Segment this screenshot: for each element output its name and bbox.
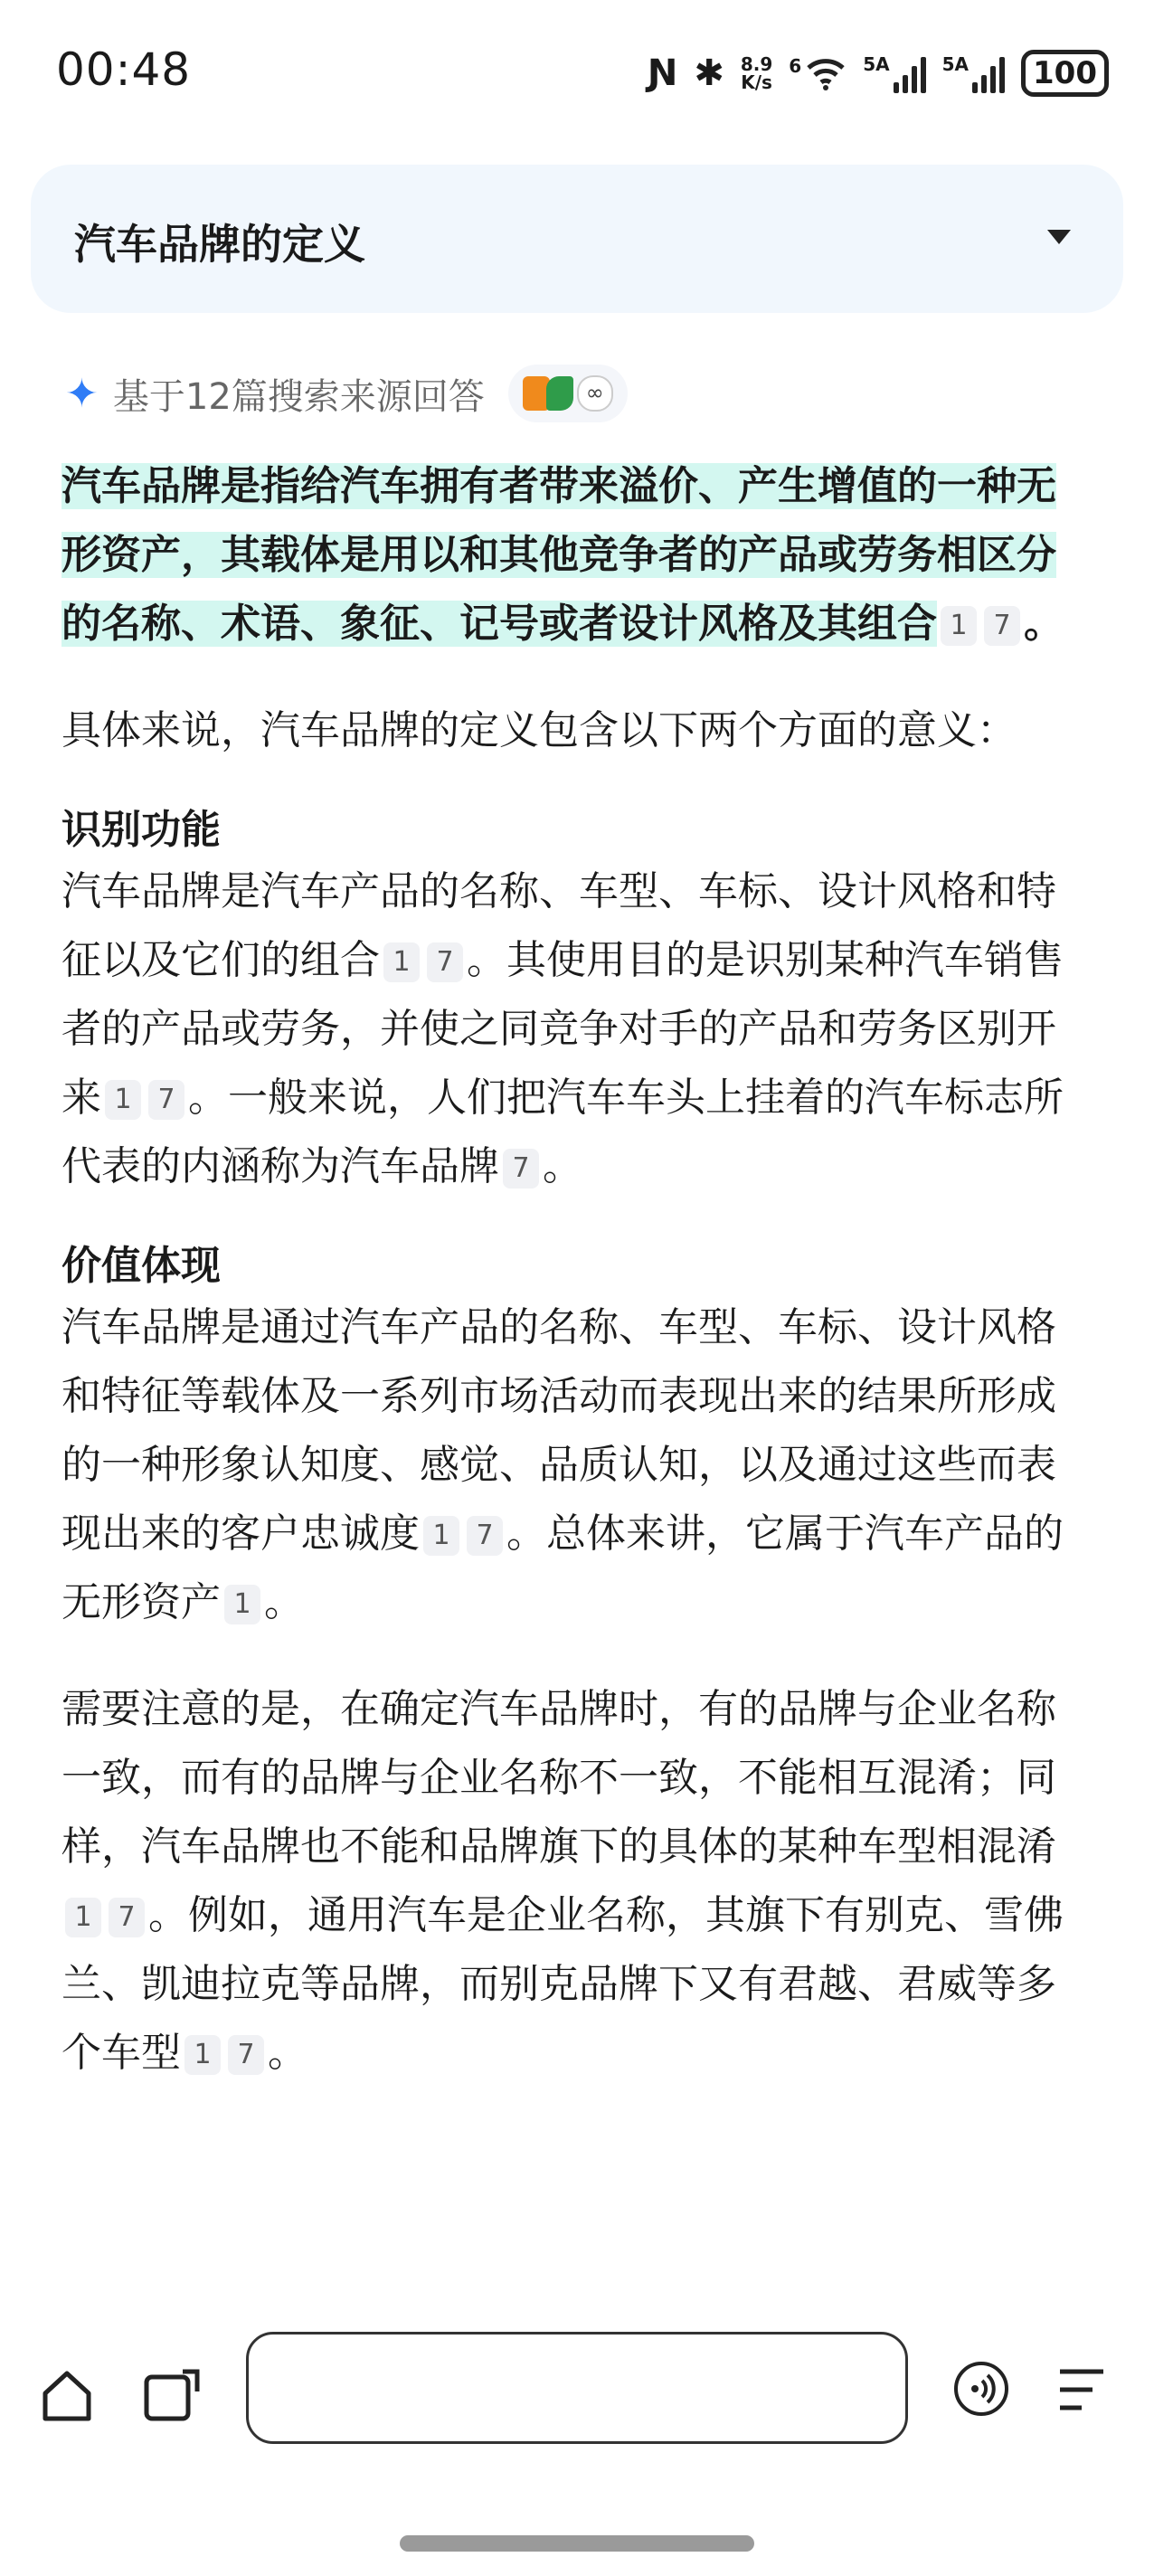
intro-paragraph: 具体来说，汽车品牌的定义包含以下两个方面的意义： (61, 707, 1017, 753)
home-icon[interactable] (40, 2368, 94, 2422)
punctuation: 。 (268, 2030, 307, 2076)
tabs-icon[interactable] (143, 2368, 201, 2422)
text-segment: 。例如，通用汽车是企业名称，其旗下有别克、雪佛兰、凯迪拉克等品牌，而别克品牌下又有君越、君威等多个车型 (61, 1892, 1064, 2076)
citation-badge[interactable]: 7 (109, 1898, 145, 1937)
nfc-icon: Ɲ (647, 52, 678, 94)
source-favicon-2 (546, 376, 573, 411)
punctuation: 。 (264, 1579, 304, 1625)
punctuation: 。 (543, 1143, 582, 1189)
sources-row[interactable] (65, 362, 628, 425)
section-paragraph-identification (61, 857, 1093, 1201)
punctuation: 。 (1024, 601, 1064, 647)
network-speed (741, 55, 772, 91)
voice-icon[interactable] (953, 2361, 1009, 2417)
sim1-label: 5A (863, 53, 890, 75)
wifi-icon (789, 55, 847, 91)
bluetooth-icon: ✱ (694, 52, 724, 94)
clock: 00:48 (56, 43, 192, 96)
text-segment: 汽车品牌是通过汽车产品的名称、车型、车标、设计风格和特征等载体及一系列市场活动而表现出来的结果所形成的一种形象认知度、感觉、品质认知，以及通过这些而表现出来的客户忠诚度 (61, 1304, 1056, 1557)
citation-badge[interactable]: 7 (427, 942, 463, 982)
chat-input[interactable] (246, 2332, 908, 2444)
citation-badge[interactable]: 1 (383, 942, 420, 982)
section-heading-value: 价值体现 (61, 1243, 221, 1289)
citation-badge[interactable]: 7 (984, 606, 1020, 646)
answer-content (61, 452, 1093, 2088)
gesture-navigation-bar[interactable] (400, 2535, 754, 2552)
citation-badge[interactable]: 1 (105, 1080, 141, 1120)
text-segment: 汽车品牌是汽车产品的名称、车型、车标、设计风格和特征以及它们的组合 (61, 868, 1056, 983)
network-speed-value: 8.9 (740, 53, 773, 75)
highlighted-definition: 汽车品牌是指给汽车拥有者带来溢价、产生增值的一种无形资产，其载体是用以和其他竞争者的产品或劳务相区分的名称、术语、象征、记号或者设计风格及其组合 (61, 463, 1056, 647)
question-title-card[interactable] (31, 165, 1123, 313)
text-segment: 。其使用目的是识别某种汽车销售者的产品或劳务，并使之同竞争对手的产品和劳务区别开来 (61, 937, 1064, 1121)
citation-badge[interactable]: 7 (228, 2035, 264, 2075)
bottom-bar (0, 2332, 1154, 2467)
chevron-down-icon[interactable] (1047, 230, 1071, 244)
lead-paragraph (61, 452, 1093, 658)
citation-badge[interactable]: 1 (65, 1898, 101, 1937)
citation-badge[interactable]: 7 (503, 1149, 539, 1189)
citation-badge[interactable]: 7 (148, 1080, 184, 1120)
status-icons (648, 47, 1109, 99)
battery-icon: 100 (1021, 50, 1109, 97)
sim2-label: 5A (941, 53, 970, 75)
signal-sim1-icon (863, 53, 925, 93)
network-speed-unit: K/s (741, 71, 772, 93)
source-favicons[interactable] (508, 365, 628, 422)
text-segment: 需要注意的是，在确定汽车品牌时，有的品牌与企业名称一致，而有的品牌与企业名称不一致，不能相互混淆；同样，汽车品牌也不能和品牌旗下的具体的某种车型相混淆 (61, 1686, 1056, 1870)
citation-badge[interactable]: 1 (184, 2035, 221, 2075)
link-icon: ∞ (577, 375, 613, 412)
citation-badge[interactable]: 1 (941, 606, 977, 646)
section-heading-identification: 识别功能 (61, 807, 221, 853)
sources-label: 基于12篇搜索来源回答 (112, 375, 485, 418)
wifi-label: 6 (789, 55, 802, 77)
page-title: 汽车品牌的定义 (74, 220, 365, 269)
sparkle-icon: ✦ (65, 370, 99, 417)
status-bar (0, 0, 1154, 136)
note-paragraph (61, 1675, 1093, 2088)
citation-badge[interactable]: 1 (224, 1585, 260, 1624)
citation-badge[interactable]: 7 (467, 1516, 503, 1556)
section-paragraph-value (61, 1293, 1093, 1637)
citation-badge[interactable]: 1 (423, 1516, 459, 1556)
text-segment: 。总体来讲，它属于汽车产品的无形资产 (61, 1511, 1064, 1625)
text-segment: 。一般来说，人们把汽车车头上挂着的汽车标志所代表的内涵称为汽车品牌 (61, 1075, 1064, 1189)
menu-icon[interactable] (1056, 2366, 1107, 2413)
signal-sim2-icon (942, 53, 1005, 93)
